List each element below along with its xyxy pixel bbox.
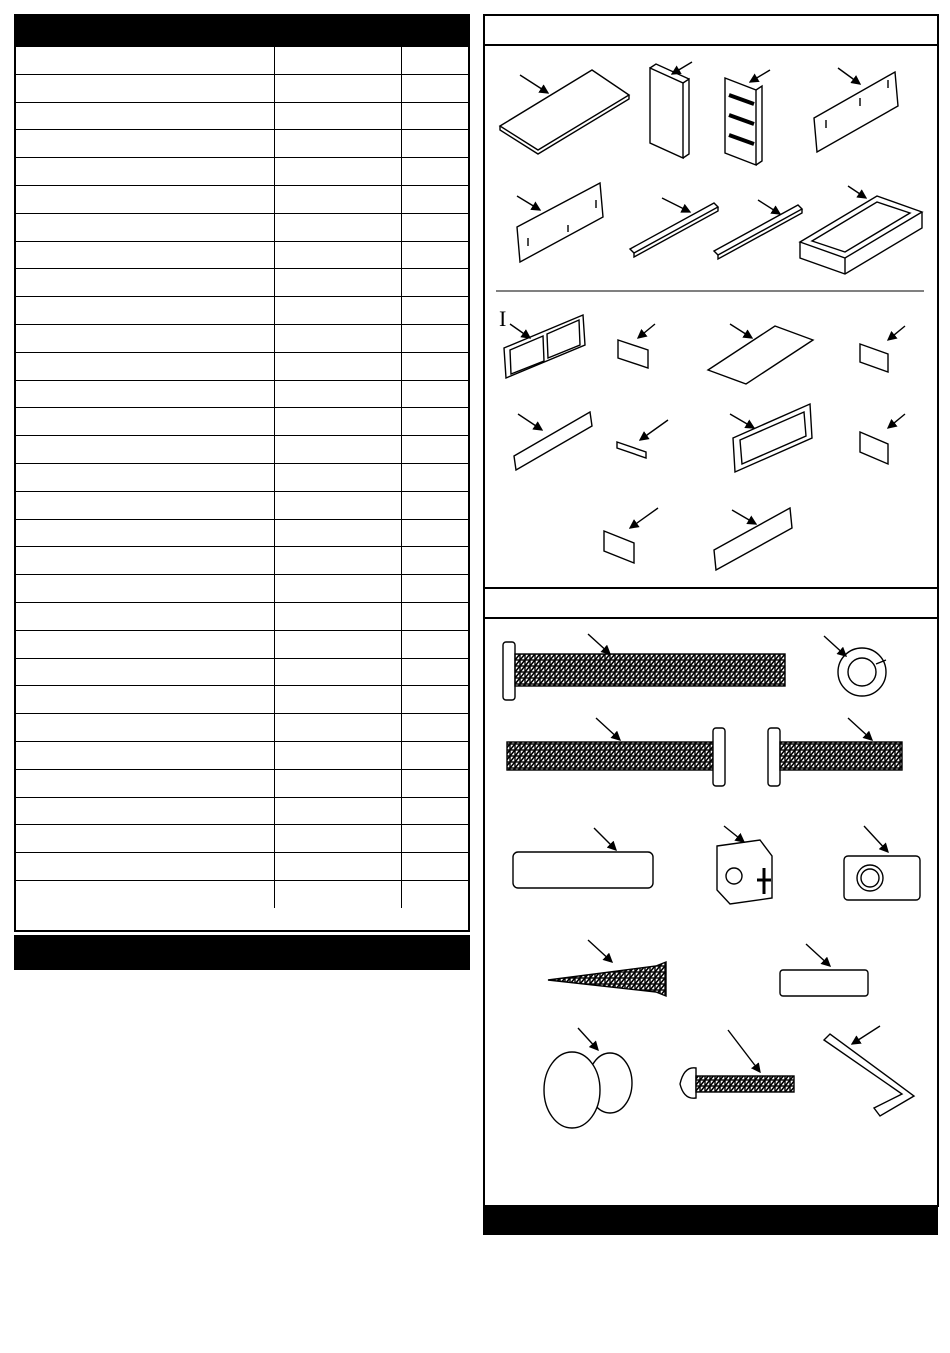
small-dowel-icon (780, 944, 868, 996)
drawer-back-small-icon (860, 326, 905, 372)
rail-a-icon (630, 198, 718, 257)
knob-icon (544, 1028, 632, 1128)
small-block-icon (604, 508, 658, 563)
wood-screw-icon (548, 940, 666, 996)
shelf-frame-icon (725, 70, 770, 165)
top-panel-icon (500, 70, 629, 154)
drawer-front-large-icon (730, 404, 812, 472)
long-board-icon (714, 508, 792, 570)
long-bolt-icon (503, 634, 785, 700)
side-panel-icon (650, 62, 692, 158)
base-frame-icon (800, 186, 922, 274)
drawer-back-piece-icon (860, 414, 905, 464)
drawer-side-long-icon (514, 412, 592, 470)
cam-lock-icon (717, 826, 772, 904)
part-letter-label: I (499, 306, 507, 331)
machine-screw-icon (680, 1030, 794, 1098)
drawer-side-small-icon (618, 324, 655, 368)
drawer-bottom-icon (708, 324, 813, 384)
lock-washer-icon (824, 636, 886, 696)
allen-key-icon (824, 1026, 914, 1116)
back-panel-icon (814, 68, 898, 152)
drawer-front-icon (504, 315, 585, 378)
bolt-left-icon (507, 718, 725, 786)
guide-strip-icon (617, 420, 668, 458)
wood-dowel-icon (513, 828, 653, 888)
back-board-icon (517, 183, 603, 262)
rail-b-icon (714, 200, 802, 259)
bolt-right-icon (768, 718, 902, 786)
cam-nut-icon (844, 826, 920, 900)
